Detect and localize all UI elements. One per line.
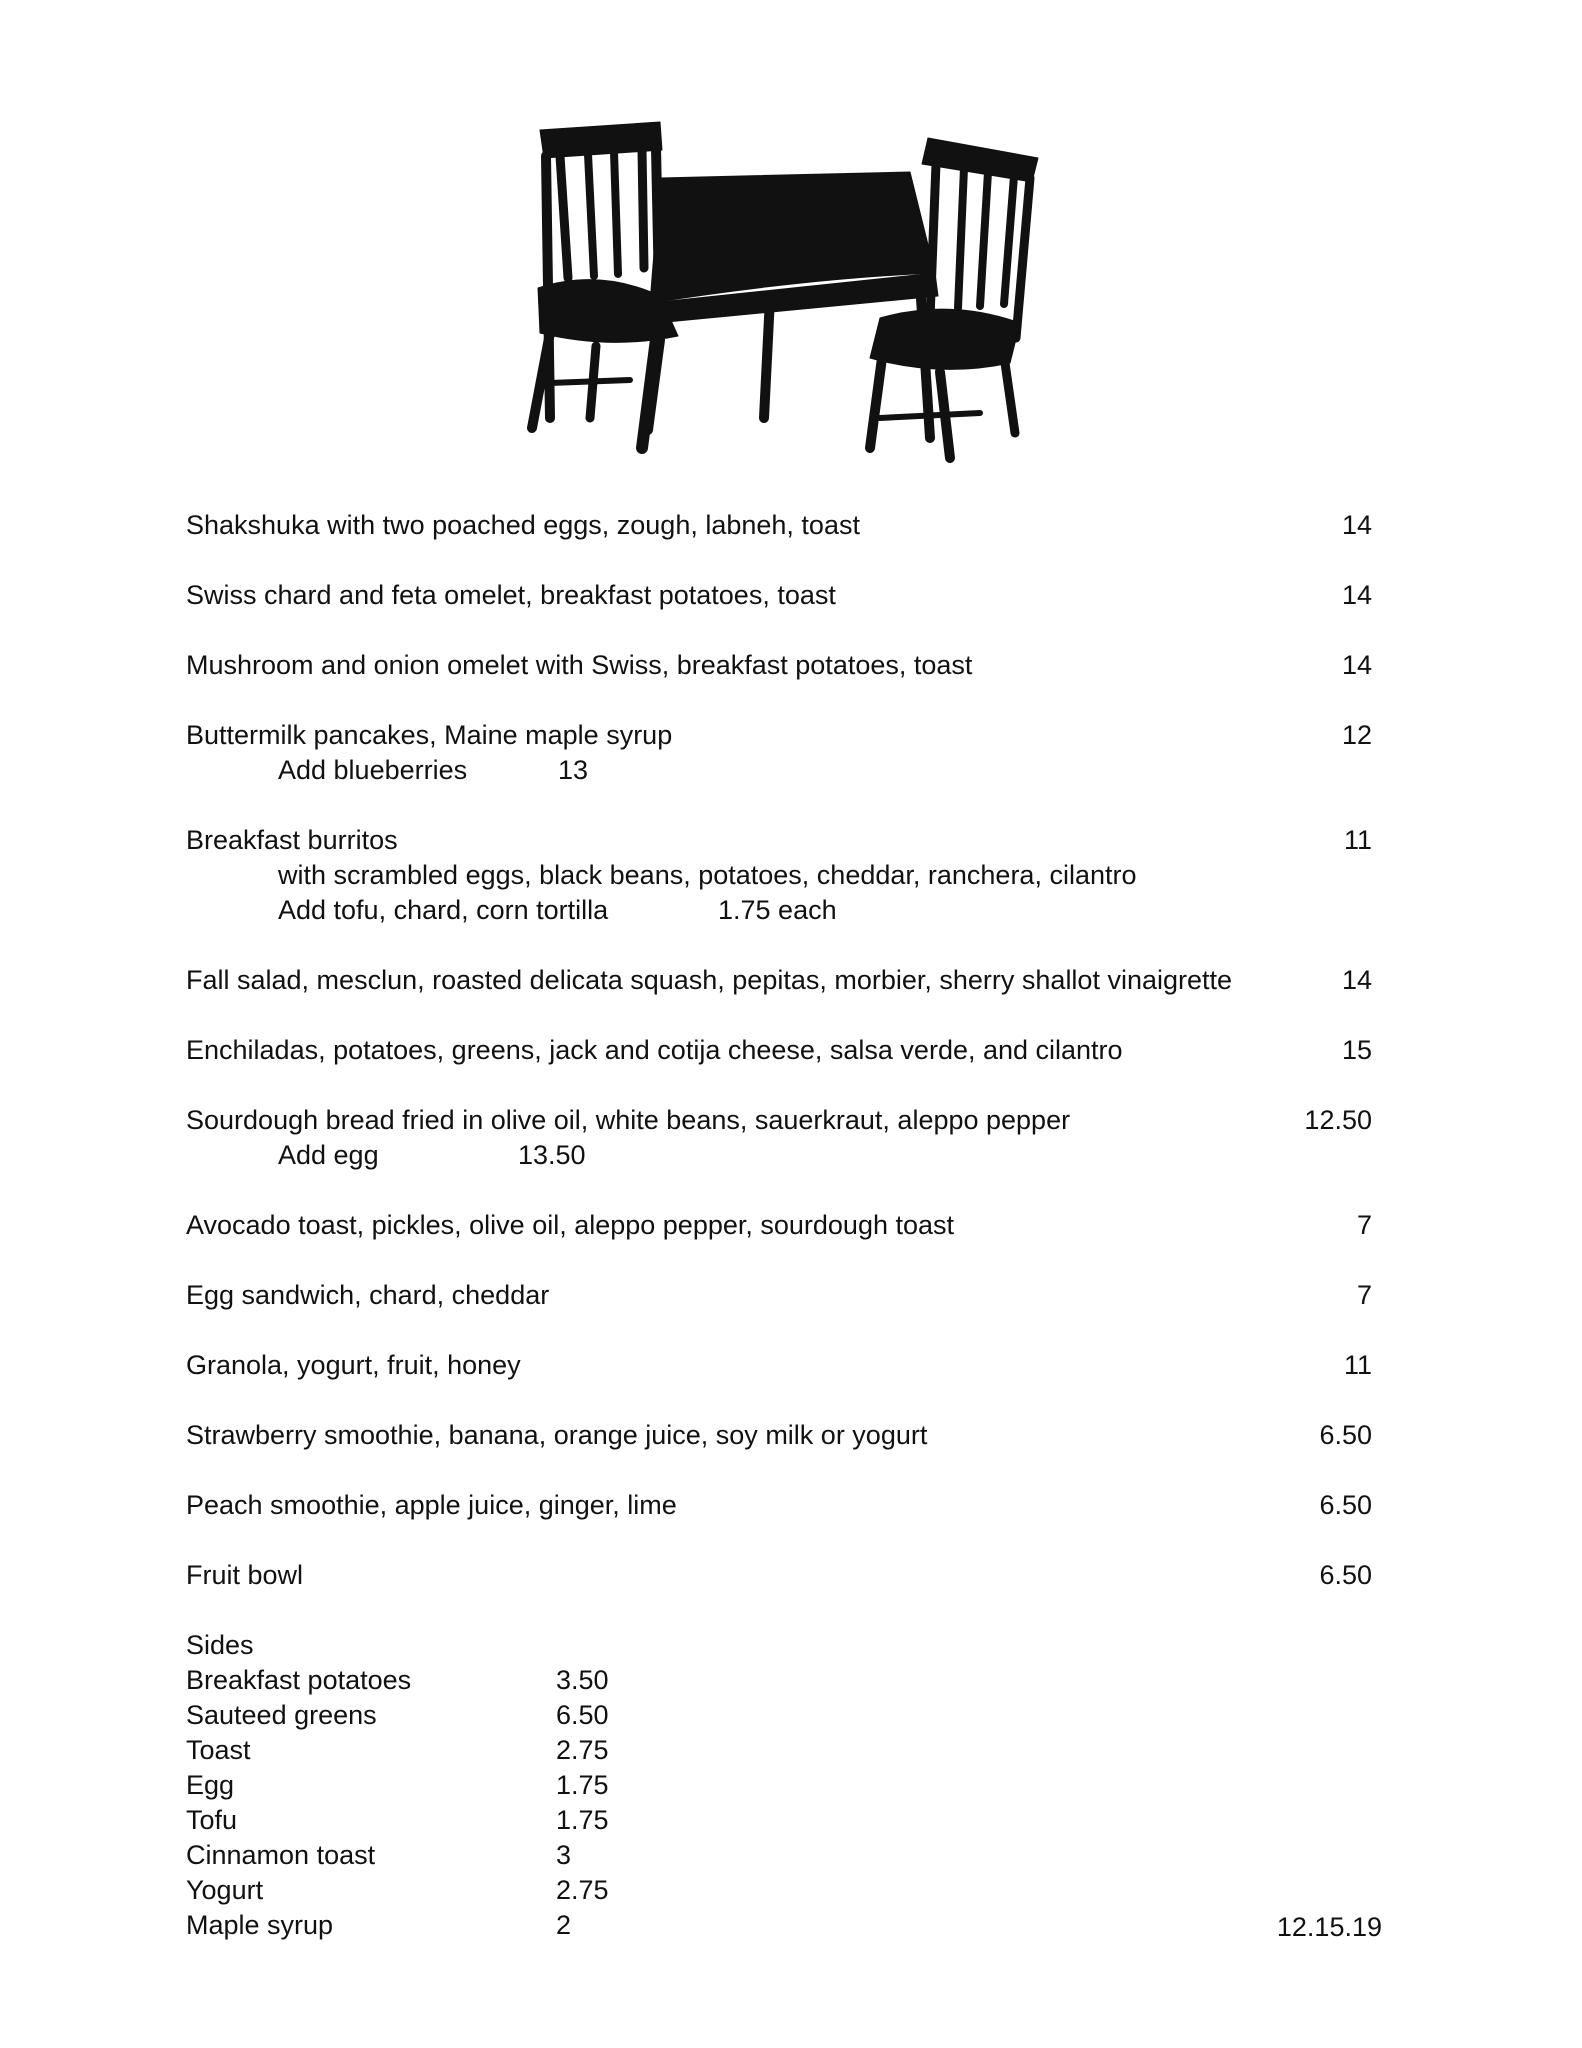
side-item-name: Toast	[186, 1735, 251, 1765]
side-item-price: 3	[556, 1840, 572, 1870]
menu-item	[186, 1208, 1386, 1243]
addon-price: 1.75 each	[718, 895, 837, 925]
side-item-price: 2.75	[556, 1735, 609, 1765]
menu-item-name: Swiss chard and feta omelet, breakfast potatoes, toast	[186, 580, 836, 610]
side-item-name: Egg	[186, 1770, 235, 1800]
side-item-price: 2	[556, 1910, 572, 1940]
side-item	[186, 1698, 1386, 1733]
sides-title: Sides	[186, 1630, 254, 1660]
menu-item-name: Sourdough bread fried in olive oil, white beans, sauerkraut, aleppo pepper	[186, 1105, 1071, 1135]
addon-label: Add tofu, chard, corn tortilla	[278, 895, 609, 925]
menu-item-price: 11	[1343, 825, 1372, 855]
menu-item-price: 14	[1341, 650, 1372, 680]
side-item-price: 1.75	[556, 1770, 609, 1800]
menu	[186, 508, 1386, 1943]
addon-price: 13.50	[518, 1140, 586, 1170]
side-item-price: 3.50	[556, 1665, 609, 1695]
side-item-price: 2.75	[556, 1875, 609, 1905]
side-item-price: 1.75	[556, 1805, 609, 1835]
menu-item	[186, 1348, 1386, 1383]
menu-item-price: 12	[1341, 720, 1372, 750]
addon-price: 13	[558, 755, 589, 785]
menu-item-price: 14	[1341, 510, 1372, 540]
table-and-chairs-illustration	[510, 118, 1070, 473]
menu-item-name: Fall salad, mesclun, roasted delicata squash, pepitas, morbier, sherry shallot vinaigrette	[186, 965, 1233, 995]
side-item	[186, 1873, 1386, 1908]
menu-item-price: 14	[1341, 580, 1372, 610]
menu-item-name: Mushroom and onion omelet with Swiss, breakfast potatoes, toast	[186, 650, 973, 680]
menu-item-price: 6.50	[1319, 1420, 1372, 1450]
description-text: with scrambled eggs, black beans, potatoes, cheddar, ranchera, cilantro	[278, 860, 1137, 890]
menu-item-price: 15	[1341, 1035, 1372, 1065]
menu-item-name: Breakfast burritos	[186, 825, 398, 855]
side-item-name: Cinnamon toast	[186, 1840, 376, 1870]
menu-item-addon	[186, 893, 1386, 928]
menu-item-price: 11	[1343, 1350, 1372, 1380]
side-item	[186, 1733, 1386, 1768]
menu-item-addon	[186, 1138, 1386, 1173]
side-item	[186, 1803, 1386, 1838]
menu-item	[186, 1103, 1386, 1138]
menu-item	[186, 1418, 1386, 1453]
menu-item	[186, 823, 1386, 858]
addon-label: Add egg	[278, 1140, 379, 1170]
menu-item	[186, 1558, 1386, 1593]
menu-date: 12.15.19	[1276, 1912, 1382, 1942]
side-item	[186, 1768, 1386, 1803]
menu-item-price: 6.50	[1319, 1490, 1372, 1520]
menu-item-name: Shakshuka with two poached eggs, zough, labneh, toast	[186, 510, 860, 540]
menu-item-name: Strawberry smoothie, banana, orange juice, soy milk or yogurt	[186, 1420, 928, 1450]
side-item-name: Maple syrup	[186, 1910, 334, 1940]
menu-item-name: Granola, yogurt, fruit, honey	[186, 1350, 521, 1380]
menu-item-name: Peach smoothie, apple juice, ginger, lime	[186, 1490, 677, 1520]
side-item-name: Yogurt	[186, 1875, 264, 1905]
addon-label: Add blueberries	[278, 755, 468, 785]
menu-item-addon	[186, 753, 1386, 788]
menu-item	[186, 963, 1386, 998]
menu-item-name: Fruit bowl	[186, 1560, 304, 1590]
menu-item-price: 12.50	[1304, 1105, 1372, 1135]
menu-item	[186, 578, 1386, 613]
menu-item	[186, 508, 1386, 543]
menu-item-price: 7	[1356, 1280, 1372, 1310]
side-item-price: 6.50	[556, 1700, 609, 1730]
side-item	[186, 1663, 1386, 1698]
menu-item	[186, 1033, 1386, 1068]
menu-item	[186, 1488, 1386, 1523]
menu-item	[186, 718, 1386, 753]
menu-item	[186, 648, 1386, 683]
side-item	[186, 1838, 1386, 1873]
side-item-name: Breakfast potatoes	[186, 1665, 412, 1695]
menu-item-name: Avocado toast, pickles, olive oil, aleppo pepper, sourdough toast	[186, 1210, 955, 1240]
side-item-name: Tofu	[186, 1805, 238, 1835]
side-item-name: Sauteed greens	[186, 1700, 377, 1730]
menu-item-name: Buttermilk pancakes, Maine maple syrup	[186, 720, 673, 750]
menu-item-price: 7	[1356, 1210, 1372, 1240]
menu-item-price: 14	[1341, 965, 1372, 995]
menu-item-name: Enchiladas, potatoes, greens, jack and cotija cheese, salsa verde, and cilantro	[186, 1035, 1123, 1065]
menu-item-price: 6.50	[1319, 1560, 1372, 1590]
menu-item	[186, 1278, 1386, 1313]
menu-item-name: Egg sandwich, chard, cheddar	[186, 1280, 550, 1310]
side-item	[186, 1908, 1386, 1943]
menu-item-description	[186, 858, 1386, 893]
